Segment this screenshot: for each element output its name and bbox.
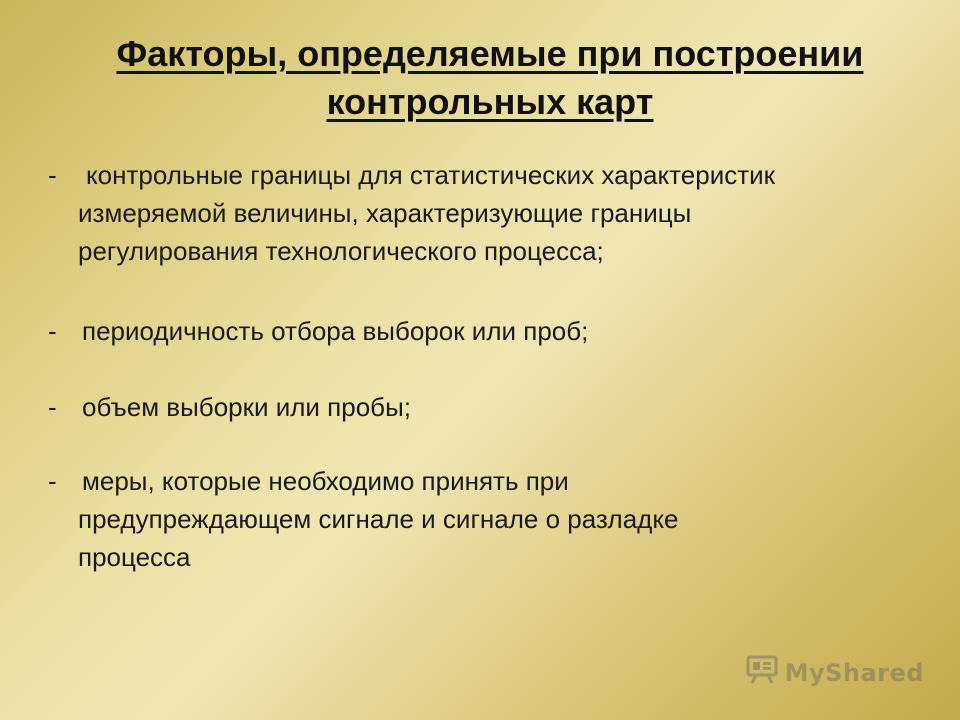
bullet-line: объем выборки или пробы; — [82, 392, 411, 422]
bullet-dash: - — [48, 316, 57, 346]
bullet-line: регулирования технологического процесса; — [78, 236, 604, 266]
bullet-line: процесса — [78, 542, 191, 572]
bullet-text — [48, 462, 938, 576]
bullet-dash: - — [48, 466, 57, 496]
bullet-line: контрольные границы для статистических характеристик — [86, 160, 776, 190]
title-line-1: Факторы, определяемые при построении — [116, 33, 864, 74]
bullet-item — [48, 156, 938, 270]
presentation-board-icon — [745, 655, 779, 690]
bullet-text — [48, 156, 938, 270]
bullet-dash: - — [48, 392, 57, 422]
bullet-dash: - — [48, 160, 57, 190]
bullet-text — [48, 312, 938, 350]
myshared-watermark — [745, 655, 924, 690]
bullet-line: меры, которые необходимо принять при — [82, 466, 569, 496]
watermark-text: MyShared — [784, 658, 924, 687]
bullet-item — [48, 312, 938, 350]
bullet-item — [48, 462, 938, 576]
slide-title — [0, 30, 960, 126]
bullet-line: предупреждающем сигнале и сигнале о разладке — [78, 504, 679, 534]
bullet-text — [48, 388, 938, 426]
bullet-item — [48, 388, 938, 426]
title-line-2: контрольных карт — [326, 81, 654, 122]
bullet-line: измеряемой величины, характеризующие границы — [78, 198, 692, 228]
bullet-line: периодичность отбора выборок или проб; — [82, 316, 589, 346]
